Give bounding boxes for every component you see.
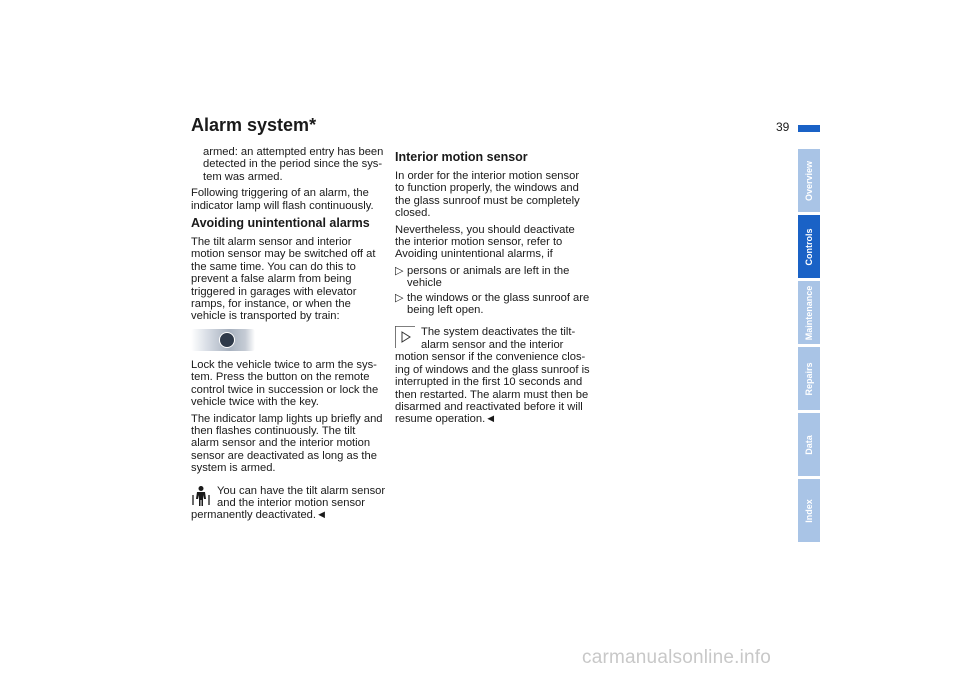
info-note-text: The system deactivates the tilt-alarm sensor and the interior motion sensor if the convenience clos-ing of windows and the glass sunroof is interrupted in the first 10 seconds and then restarted. The alarm must then be disarmed and reactivated before it will resume operation.◄: [395, 326, 590, 426]
info-note: [395, 326, 590, 425]
conditions-list: [395, 265, 590, 317]
avoiding-alarms-paragraph: The tilt alarm sensor and interior motion sensor may be switched off at the same time. You can do this to prevent a false alarm from being triggered in garages with elevator ramps, for instance, or when the vehicle is transported by train:: [191, 236, 376, 323]
left-column: [191, 146, 386, 522]
indicator-paragraph: The indicator lamp lights up briefly and then flashes continuously. The tilt alarm sensor and the interior motion sensor are deactivated as long as the system is armed.: [191, 412, 383, 475]
section-heading-avoiding-alarms: Avoiding unintentional alarms: [191, 216, 370, 231]
right-column: [395, 146, 590, 426]
bullet-arrow-icon: ▷: [395, 291, 404, 304]
armed-paragraph: armed: an attempted entry has been detected in the period since the sys-tem was armed.: [203, 146, 384, 183]
page-number: 39: [776, 120, 790, 134]
watermark-text: carmanualsonline.info: [582, 647, 772, 668]
page-title: Alarm system*: [191, 115, 317, 135]
note-arrow-icon: [395, 326, 415, 348]
tab-data[interactable]: Data: [798, 413, 820, 476]
list-item: ▷ the windows or the glass sunroof are being left open.: [395, 291, 590, 317]
bullet-arrow-icon: ▷: [395, 264, 404, 277]
tab-maintenance[interactable]: Maintenance: [798, 281, 820, 344]
chapter-tabs: [798, 149, 820, 545]
tab-overview[interactable]: Overview: [798, 149, 820, 212]
deactivate-paragraph: Nevertheless, you should deactivate the interior motion sensor, refer to Avoiding unintentional alarms, if: [395, 223, 575, 261]
list-item: ▷ persons or animals are left in the vehicle: [395, 264, 570, 290]
tab-controls[interactable]: Controls: [798, 215, 820, 278]
interior-intro-paragraph: In order for the interior motion sensor to function properly, the windows and the glass sunroof must be completely closed.: [395, 170, 580, 220]
logo-badge: [219, 332, 235, 348]
service-note: [191, 485, 386, 522]
page-marker-bar: [798, 125, 820, 132]
remote-key-image: [191, 329, 255, 351]
following-paragraph: Following triggering of an alarm, the indicator lamp will flash continuously.: [191, 187, 374, 212]
service-note-text: You can have the tilt alarm sensor and the interior motion sensor permanently deactivated.◄: [191, 484, 386, 522]
tab-index[interactable]: Index: [798, 479, 820, 542]
lock-paragraph: Lock the vehicle twice to arm the sys-tem. Press the button on the remote control twice in succession or lock the vehicle twice with the key.: [191, 358, 379, 409]
service-technician-icon: [191, 485, 211, 507]
section-heading-interior-motion: Interior motion sensor: [395, 150, 528, 164]
tab-repairs[interactable]: Repairs: [798, 347, 820, 410]
